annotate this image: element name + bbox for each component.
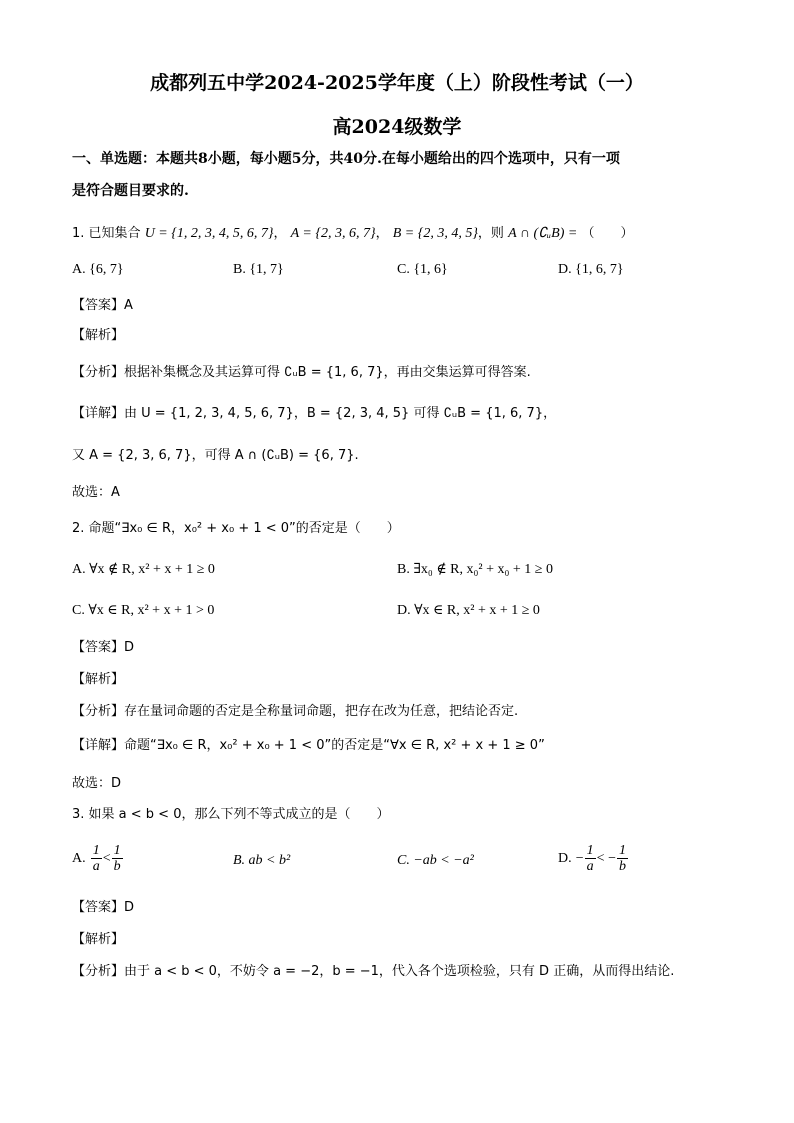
q1-option-b: B. {1, 7} <box>233 262 284 277</box>
exam-title: 成都列五中学2024-2025学年度（上）阶段性考试（一） <box>150 72 644 94</box>
q3-analysis-label: 【解析】 <box>72 932 125 947</box>
q3-option-d-label: D. <box>558 851 572 866</box>
q1-choose: 故选：A <box>72 485 120 500</box>
q1-set-u: U = {1, 2, 3, 4, 5, 6, 7} <box>144 226 274 241</box>
q3-option-a-lhs: $\frac{1}{a}$ <box>92 843 100 874</box>
q2-option-a: A. ∀x ∉ R, x² + x + 1 ≥ 0 <box>72 562 215 577</box>
q3-option-a-rhs: $\frac{1}{b}$ <box>113 843 121 874</box>
q3-answer: 【答案】D <box>72 900 135 915</box>
section-heading-cont: 是符合题目要求的. <box>72 183 189 199</box>
q2-option-d: D. ∀x ∈ R, x² + x + 1 ≥ 0 <box>397 603 540 618</box>
q1-stem: 1. 已知集合 U = {1, 2, 3, 4, 5, 6, 7}， A = {2, 3, 6, 7}， B = {2, 3, 4, 5}，则 A ∩ (∁ᵤB) = （ ） <box>72 226 634 241</box>
q1-answer: 【答案】A <box>72 298 133 313</box>
q3-option-a: A. $\frac{1}{a}$ < $\frac{1}{b}$ <box>72 843 121 874</box>
q1-stem-prefix: 1. 已知集合 <box>72 226 141 241</box>
q3-option-d-lhs: $\frac{1}{a}$ <box>586 843 594 874</box>
q1-set-a: A = {2, 3, 6, 7} <box>290 226 376 241</box>
section-heading: 一、单选题：本题共8小题，每小题5分，共40分.在每小题给出的四个选项中，只有一项 <box>72 151 620 167</box>
q1-analysis-label: 【解析】 <box>72 328 125 343</box>
q2-choose: 故选：D <box>72 776 122 791</box>
q2-option-b: B. ∃x₀ ∉ R, x₀² + x₀ + 1 ≥ 0 <box>397 562 553 577</box>
q1-detail-2: 又 A = {2, 3, 6, 7}，可得 A ∩ (∁ᵤB) = {6, 7}. <box>72 448 359 463</box>
q1-fenxi: 【分析】根据补集概念及其运算可得 ∁ᵤB = {1, 6, 7}，再由交集运算可得答案. <box>72 365 531 380</box>
q3-option-a-label: A. <box>72 851 86 866</box>
q2-stem: 2. 命题“∃x₀ ∈ R，x₀² + x₀ + 1 < 0”的否定是（ ） <box>72 521 400 536</box>
q3-option-d-rhs: $\frac{1}{b}$ <box>618 843 626 874</box>
q1-set-b: B = {2, 3, 4, 5} <box>392 226 478 241</box>
q3-option-b: B. ab < b² <box>233 853 291 868</box>
q3-stem: 3. 如果 a < b < 0，那么下列不等式成立的是（ ） <box>72 807 390 822</box>
q2-detail: 【详解】命题“∃x₀ ∈ R，x₀² + x₀ + 1 < 0”的否定是“∀x ∈ R, x² + x + 1 ≥ 0” <box>72 738 545 753</box>
q1-option-c: C. {1, 6} <box>397 262 448 277</box>
q1-option-d: D. {1, 6, 7} <box>558 262 624 277</box>
q3-fenxi: 【分析】由于 a < b < 0，不妨令 a = −2，b = −1，代入各个选项检验，只有 D 正确，从而得出结论. <box>72 964 675 979</box>
q2-answer: 【答案】D <box>72 640 135 655</box>
q1-then: ，则 <box>477 226 504 241</box>
q1-expr: A ∩ (∁ᵤB) = <box>508 226 578 241</box>
q1-detail-1: 【详解】由 U = {1, 2, 3, 4, 5, 6, 7}，B = {2, 3, 4, 5} 可得 ∁ᵤB = {1, 6, 7}， <box>72 406 557 421</box>
q3-option-c: C. −ab < −a² <box>397 853 474 868</box>
exam-subtitle: 高2024级数学 <box>332 116 462 138</box>
q2-option-c: C. ∀x ∈ R, x² + x + 1 > 0 <box>72 603 215 618</box>
q2-analysis-label: 【解析】 <box>72 672 125 687</box>
q2-fenxi: 【分析】存在量词命题的否定是全称量词命题，把存在改为任意，把结论否定. <box>72 704 519 719</box>
q3-option-d: D. − $\frac{1}{a}$ < − $\frac{1}{b}$ <box>558 843 626 874</box>
q1-option-a: A. {6, 7} <box>72 262 124 277</box>
q1-paren: （ ） <box>581 226 634 241</box>
